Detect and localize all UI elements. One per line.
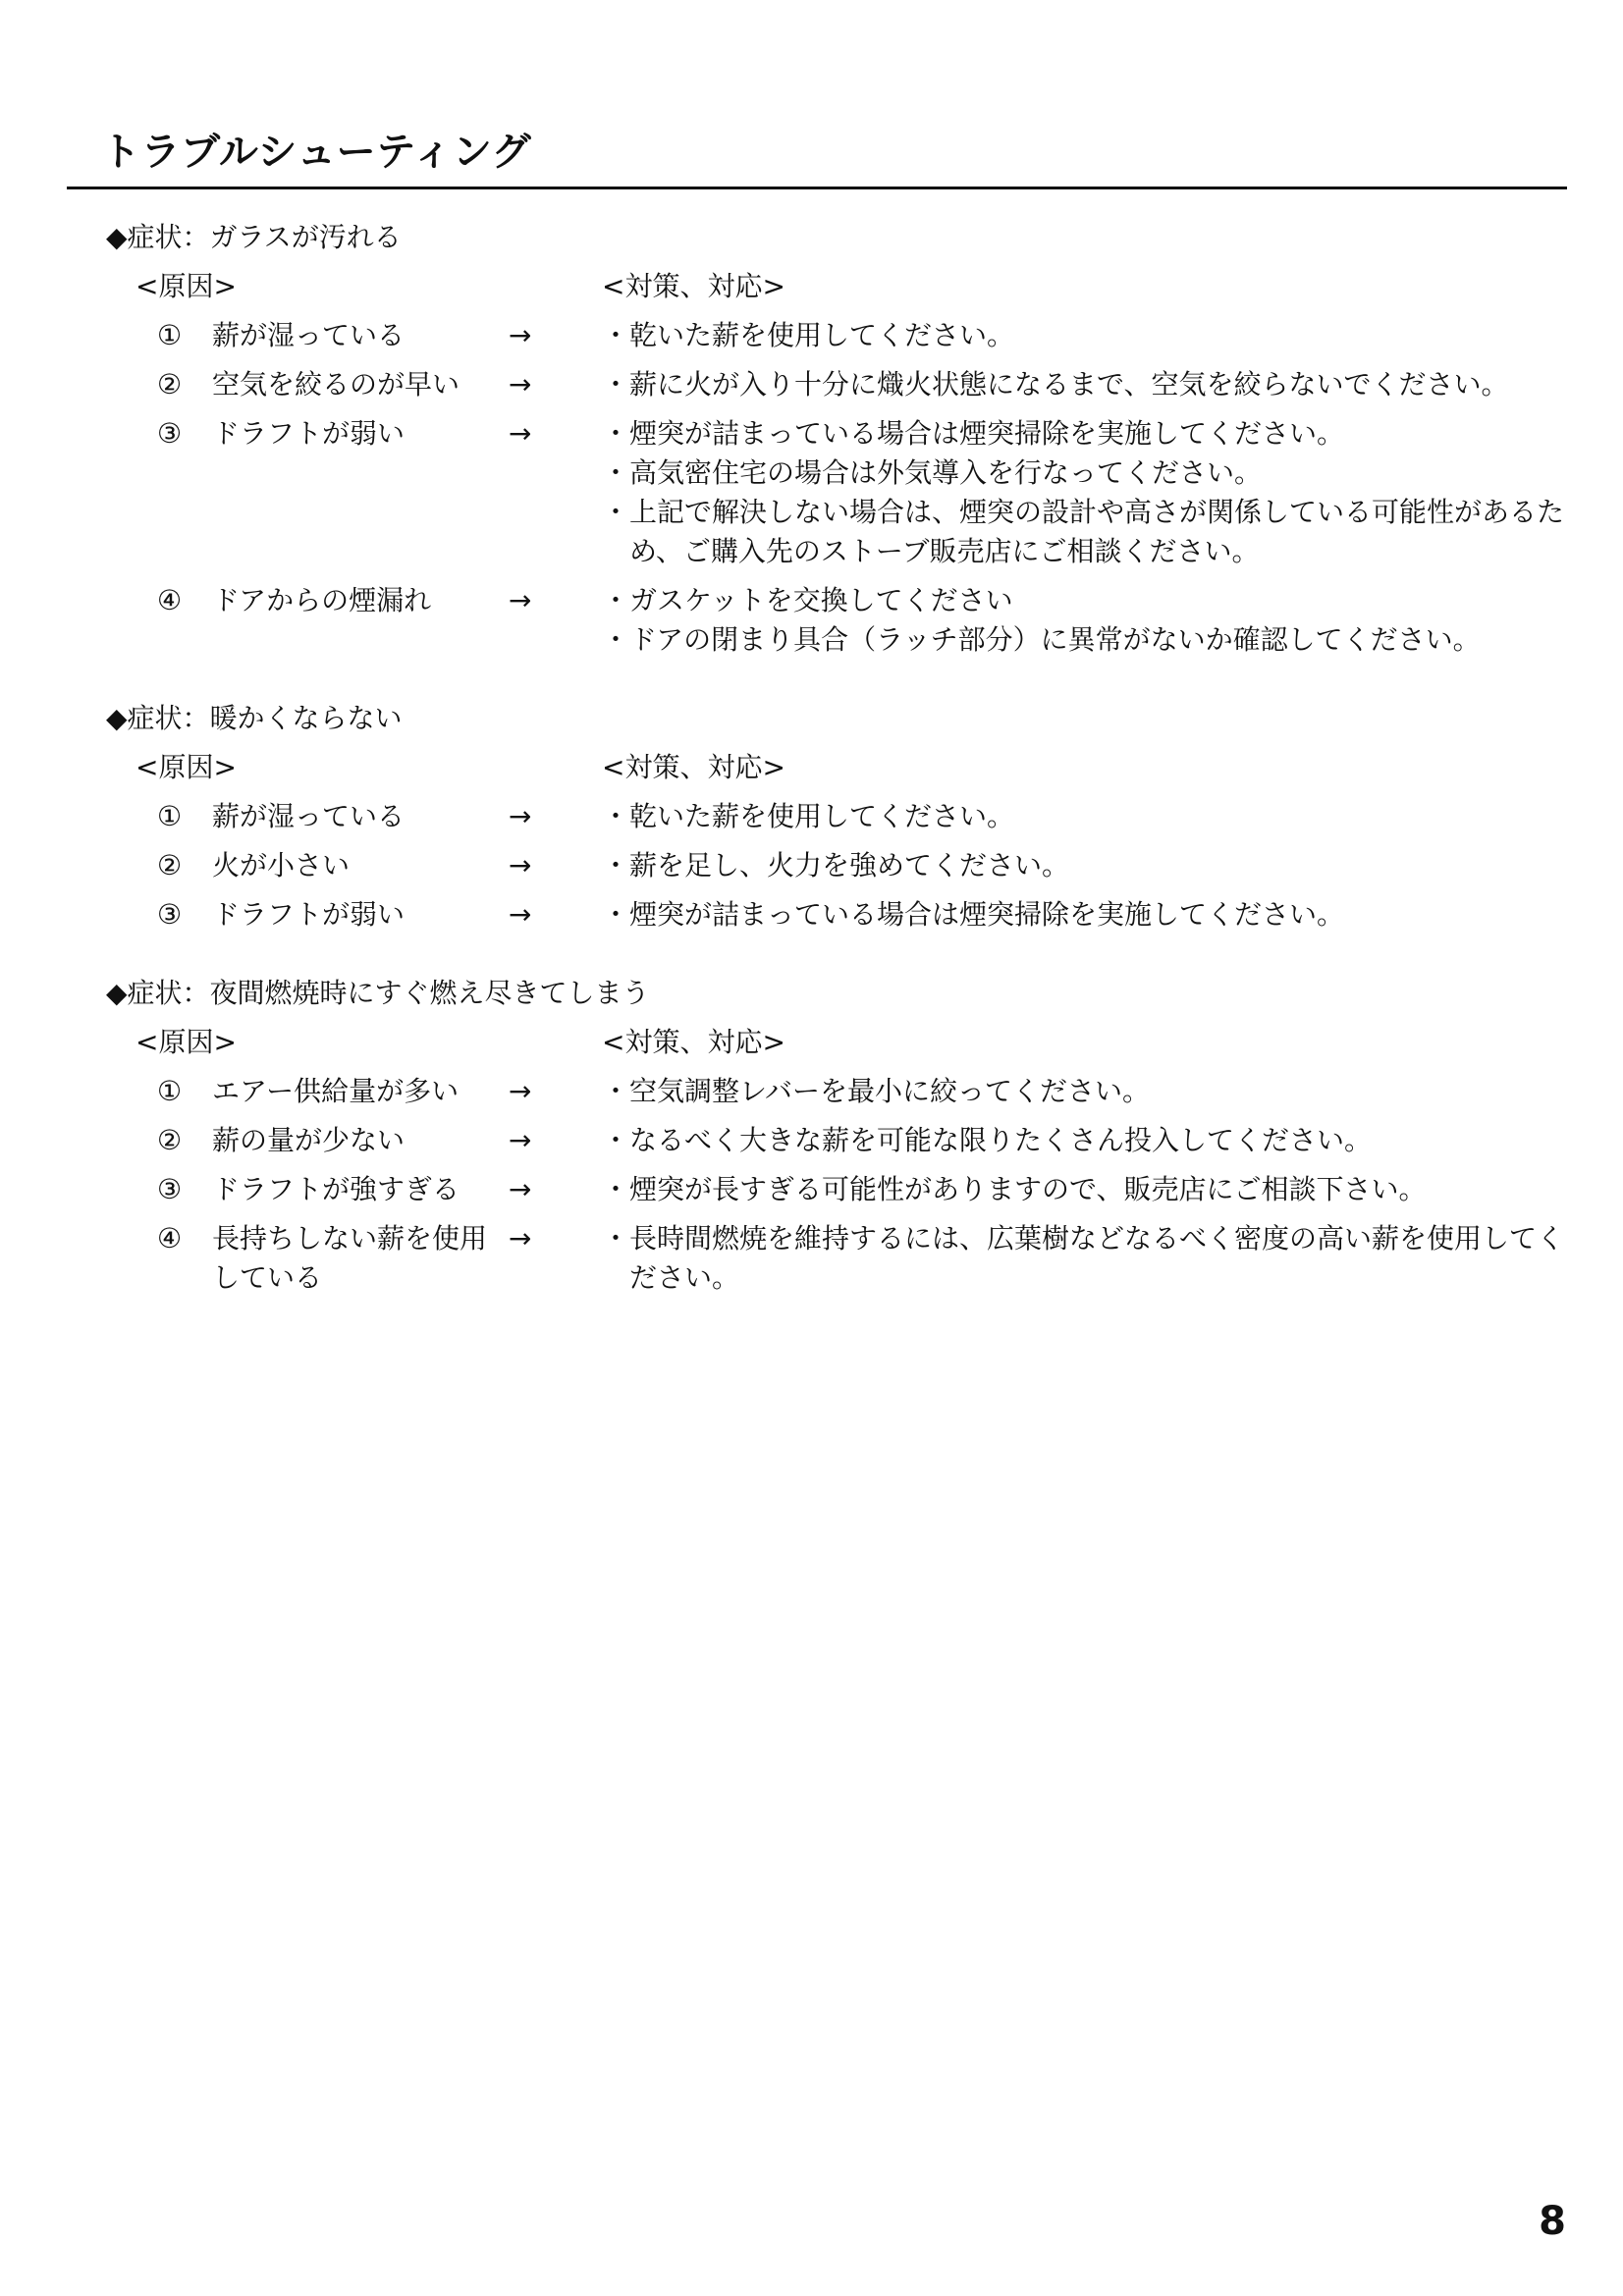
cause-text: ドラフトが弱い xyxy=(212,898,406,931)
column-headers xyxy=(106,1023,1579,1062)
troubleshooting-sections xyxy=(106,218,1579,1337)
symptom-heading: ◆症状：夜間燃焼時にすぐ燃え尽きてしまう xyxy=(106,977,650,1009)
action-item xyxy=(602,846,1579,885)
action-text: 乾いた薪を使用してください。 xyxy=(629,319,1015,351)
action-item xyxy=(602,895,1579,934)
page-number: 8 xyxy=(1539,2199,1566,2244)
action-text: ガスケットを交換してください xyxy=(629,584,1013,616)
cause-text: ドアからの煙漏れ xyxy=(212,584,432,616)
row-number: ② xyxy=(157,1124,183,1156)
cause-row xyxy=(106,895,1579,934)
action-list xyxy=(602,797,1579,836)
bullet-dot: ・ xyxy=(602,368,630,400)
cause-text: ドラフトが弱い xyxy=(212,417,406,450)
action-text: ドアの閉まり具合（ラッチ部分）に異常がないか確認してください。 xyxy=(629,623,1481,656)
action-item xyxy=(602,620,1579,660)
column-headers xyxy=(106,748,1579,787)
action-list xyxy=(602,581,1579,660)
bullet-dot: ・ xyxy=(602,623,630,656)
action-header: <対策、対応> xyxy=(602,270,785,302)
cause-row xyxy=(106,1219,1579,1298)
action-list xyxy=(602,316,1579,355)
cause-text: エアー供給量が多い xyxy=(212,1075,460,1107)
action-list xyxy=(602,1219,1579,1298)
cause-row xyxy=(106,316,1579,355)
action-text: 煙突が長すぎる可能性がありますので、販売店にご相談下さい。 xyxy=(629,1173,1427,1205)
cause-row xyxy=(106,846,1579,885)
row-number: ② xyxy=(157,368,183,400)
action-item xyxy=(602,581,1579,620)
cause-text: 薪の量が少ない xyxy=(212,1124,406,1156)
action-list xyxy=(602,895,1579,934)
arrow-icon: → xyxy=(509,417,532,450)
cause-row xyxy=(106,1170,1579,1209)
row-number: ③ xyxy=(157,417,183,450)
cause-text: 薪が湿っている xyxy=(212,319,406,351)
arrow-icon: → xyxy=(509,368,532,400)
action-item xyxy=(602,1072,1579,1111)
cause-header: <原因> xyxy=(135,270,237,302)
cause-text: 空気を絞るのが早い xyxy=(212,368,460,400)
row-number: ① xyxy=(157,319,183,351)
action-text: 高気密住宅の場合は外気導入を行なってください。 xyxy=(629,456,1263,489)
action-text: 煙突が詰まっている場合は煙突掃除を実施してください。 xyxy=(629,417,1345,450)
action-list xyxy=(602,846,1579,885)
cause-row xyxy=(106,1072,1579,1111)
action-list xyxy=(602,1072,1579,1111)
action-header: <対策、対応> xyxy=(602,1026,785,1058)
action-text: 上記で解決しない場合は、煙突の設計や高さが関係している可能性があるため、ご購入先のストーブ販売店にご相談ください。 xyxy=(629,496,1565,567)
action-item xyxy=(602,1219,1579,1298)
action-header: <対策、対応> xyxy=(602,751,785,783)
cause-row xyxy=(106,365,1579,404)
bullet-dot: ・ xyxy=(602,496,630,528)
page-title: トラブルシューティング xyxy=(101,130,532,175)
bullet-dot: ・ xyxy=(602,1075,630,1107)
bullet-dot: ・ xyxy=(602,1173,630,1205)
cause-header: <原因> xyxy=(135,751,237,783)
action-item xyxy=(602,1121,1579,1160)
action-list xyxy=(602,414,1579,571)
action-text: 乾いた薪を使用してください。 xyxy=(629,800,1015,832)
cause-row xyxy=(106,414,1579,571)
action-item xyxy=(602,454,1579,493)
action-list xyxy=(602,365,1579,404)
bullet-dot: ・ xyxy=(602,1124,630,1156)
row-number: ③ xyxy=(157,1173,183,1205)
cause-row xyxy=(106,797,1579,836)
bullet-dot: ・ xyxy=(602,319,630,351)
row-number: ② xyxy=(157,849,183,881)
cause-header: <原因> xyxy=(135,1026,237,1058)
bullet-dot: ・ xyxy=(602,417,630,450)
action-text: 長時間燃焼を維持するには、広葉樹などなるべく密度の高い薪を使用してください。 xyxy=(629,1222,1565,1294)
bullet-dot: ・ xyxy=(602,849,630,881)
action-text: 空気調整レバーを最小に絞ってください。 xyxy=(629,1075,1151,1107)
bullet-dot: ・ xyxy=(602,898,630,931)
arrow-icon: → xyxy=(509,1075,532,1107)
action-item xyxy=(602,797,1579,836)
action-item xyxy=(602,365,1579,404)
cause-text: 火が小さい xyxy=(212,849,351,881)
section-burns-out-quickly xyxy=(106,974,1579,1298)
section-not-warm xyxy=(106,699,1579,934)
title-divider xyxy=(67,187,1567,189)
bullet-dot: ・ xyxy=(602,1222,630,1255)
action-text: なるべく大きな薪を可能な限りたくさん投入してください。 xyxy=(629,1124,1373,1156)
action-item xyxy=(602,414,1579,454)
action-text: 薪を足し、火力を強めてください。 xyxy=(629,849,1070,881)
row-number: ④ xyxy=(157,1222,183,1255)
action-item xyxy=(602,1170,1579,1209)
row-number: ④ xyxy=(157,584,183,616)
arrow-icon: → xyxy=(509,319,532,351)
arrow-icon: → xyxy=(509,849,532,881)
bullet-dot: ・ xyxy=(602,456,630,489)
cause-row xyxy=(106,1121,1579,1160)
arrow-icon: → xyxy=(509,1173,532,1205)
action-item xyxy=(602,316,1579,355)
row-number: ③ xyxy=(157,898,183,931)
cause-text: 長持ちしない薪を使用している xyxy=(212,1222,488,1294)
arrow-icon: → xyxy=(509,584,532,616)
row-number: ① xyxy=(157,800,183,832)
column-headers xyxy=(106,267,1579,306)
cause-text: 薪が湿っている xyxy=(212,800,406,832)
arrow-icon: → xyxy=(509,800,532,832)
bullet-dot: ・ xyxy=(602,584,630,616)
action-list xyxy=(602,1121,1579,1160)
arrow-icon: → xyxy=(509,1222,532,1255)
cause-text: ドラフトが強すぎる xyxy=(212,1173,460,1205)
row-number: ① xyxy=(157,1075,183,1107)
cause-row xyxy=(106,581,1579,660)
symptom-heading: ◆症状：暖かくならない xyxy=(106,702,403,734)
action-text: 煙突が詰まっている場合は煙突掃除を実施してください。 xyxy=(629,898,1345,931)
action-item xyxy=(602,493,1579,571)
symptom-heading: ◆症状：ガラスが汚れる xyxy=(106,221,402,253)
action-list xyxy=(602,1170,1579,1209)
bullet-dot: ・ xyxy=(602,800,630,832)
arrow-icon: → xyxy=(509,1124,532,1156)
section-glass-dirty xyxy=(106,218,1579,660)
action-text: 薪に火が入り十分に熾火状態になるまで、空気を絞らないでください。 xyxy=(629,368,1509,400)
arrow-icon: → xyxy=(509,898,532,931)
